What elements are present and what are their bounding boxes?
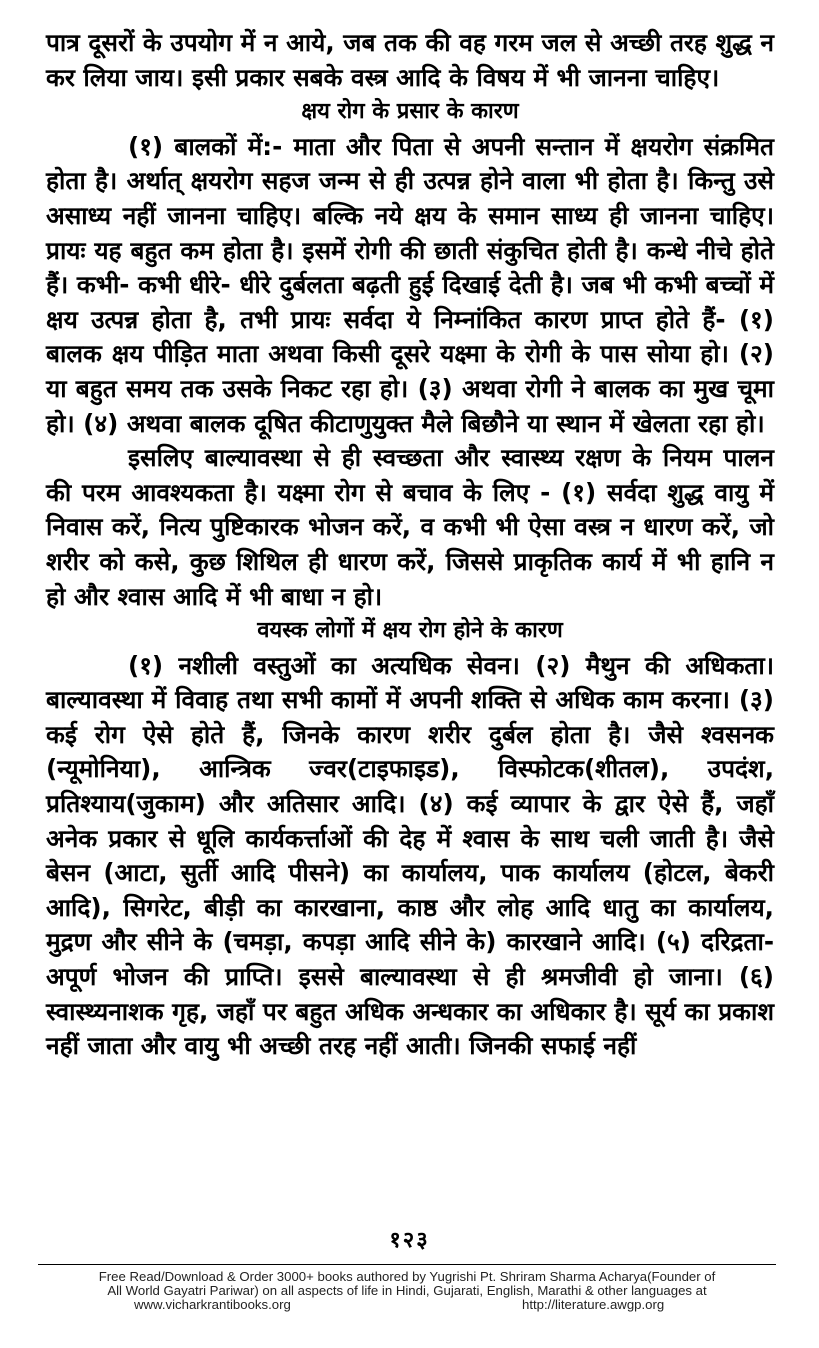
footer-link-literature[interactable]: http://literature.awgp.org	[522, 1297, 665, 1312]
footer-line-1: Free Read/Download & Order 3000+ books authored by Yugrishi Pt. Shriram Sharma Acharya(Founder of	[98, 1269, 716, 1284]
section-heading-adult-causes: वयस्क लोगों में क्षय रोग होने के कारण	[257, 618, 563, 644]
top-paragraph: पात्र दूसरों के उपयोग में न आये, जब तक की वह गरम जल से अच्छी तरह शुद्ध न कर लिया जाय। इसी प्रकार सबके वस्त्र आदि के विषय में भी जानना चाहिए।	[46, 28, 774, 92]
paragraph-children	[46, 130, 774, 441]
footer	[38, 1270, 776, 1312]
footer-line-2: All World Gayatri Pariwar) on all aspects of life in Hindi, Gujarati, English, Marathi & other languages at	[107, 1283, 707, 1298]
footer-divider	[38, 1264, 776, 1265]
page-number: १२३	[389, 1228, 430, 1253]
paragraph-adults: (१) नशीली वस्तुओं का अत्यधिक सेवन। (२) मैथुन की अधिकता। बाल्यावस्था में विवाह तथा सभी कामों में अपनी शक्ति से अधिक काम करना। (३) कई रोग ऐसे होते हैं, जिनके कारण शरीर दुर्बल होता है। जैसे श्वसनक (न्यूमोनिया), आन्त्रिक ज्वर(टाइफाइड), विस्फोटक(शीतल), उपदंश, प्रतिश्याय(जुकाम) और अतिसार आदि। (४) कई व्यापार के द्वार ऐसे हैं, जहाँ अनेक प्रकार से धूलि कार्यकर्त्ताओं की देह में श्वास के साथ चली जाती है। जैसे बेसन (आटा, सुर्ती आदि पीसने) का कार्यालय, पाक कार्यालय (होटल, बेकरी आदि), सिगरेट, बीड़ी का कारखाना, काष्ठ और लोह आदि धातु का कार्यालय, मुद्रण और सीने के (चमड़ा, कपड़ा आदि सीने के) कारखाने आदि। (५) दरिद्रता- अपूर्ण भोजन की प्राप्ति। इससे बाल्यावस्था से ही श्रमजीवी हो जाना। (६) स्वास्थ्यनाशक गृह, जहाँ पर बहुत अधिक अन्धकार का अधिकार है। सूर्य का प्रकाश नहीं जाता और वायु भी अच्छी तरह नहीं आती। जिनकी सफाई नहीं	[46, 650, 774, 1061]
footer-link-vicharkranti[interactable]: www.vicharkrantibooks.org	[134, 1297, 291, 1312]
paragraph-children-label: (१) बालकों में:-	[128, 131, 283, 161]
page-body	[46, 26, 774, 1064]
footer-links	[38, 1298, 776, 1312]
paragraph-prevention: इसलिए बाल्यावस्था से ही स्वच्छता और स्वास्थ्य रक्षण के नियम पालन की परम आवश्यकता है। यक्ष्मा रोग से बचाव के लिए - (१) सर्वदा शुद्ध वायु में निवास करें, नित्य पुष्टिकारक भोजन करें, व कभी भी ऐसा वस्त्र न धारण करें, जो शरीर को कसे, कुछ शिथिल ही धारण करें, जिससे प्राकृतिक कार्य में भी हानि न हो और श्वास आदि में भी बाधा न हो।	[46, 443, 774, 611]
paragraph-children-text: माता और पिता से अपनी सन्तान में क्षयरोग संक्रमित होता है। अर्थात् क्षयरोग सहज जन्म से ही उत्पन्न होने वाला भी होता है। किन्तु उसे असाध्य नहीं जानना चाहिए। बल्कि नये क्षय के समान साध्य ही जानना चाहिए। प्रायः यह बहुत कम होता है। इसमें रोगी की छाती संकुचित होती है। कन्धे नीचे होते हैं। कभी- कभी धीरे- धीरे दुर्बलता बढ़ती हुई दिखाई देती है। जब भी कभी बच्चों में क्षय उत्पन्न होता है, तभी प्रायः सर्वदा ये निम्नांकित कारण प्राप्त होते हैं- (१) बालक क्षय पीड़ित माता अथवा किसी दूसरे यक्ष्मा के रोगी के पास सोया हो। (२) या बहुत समय तक उसके निकट रहा हो। (३) अथवा रोगी ने बालक का मुख चूमा हो। (४) अथवा बालक दूषित कीटाणुयुक्त मैले बिछौने या स्थान में खेलता रहा हो।	[46, 131, 775, 438]
section-heading-spread-causes: क्षय रोग के प्रसार के कारण	[301, 99, 519, 125]
